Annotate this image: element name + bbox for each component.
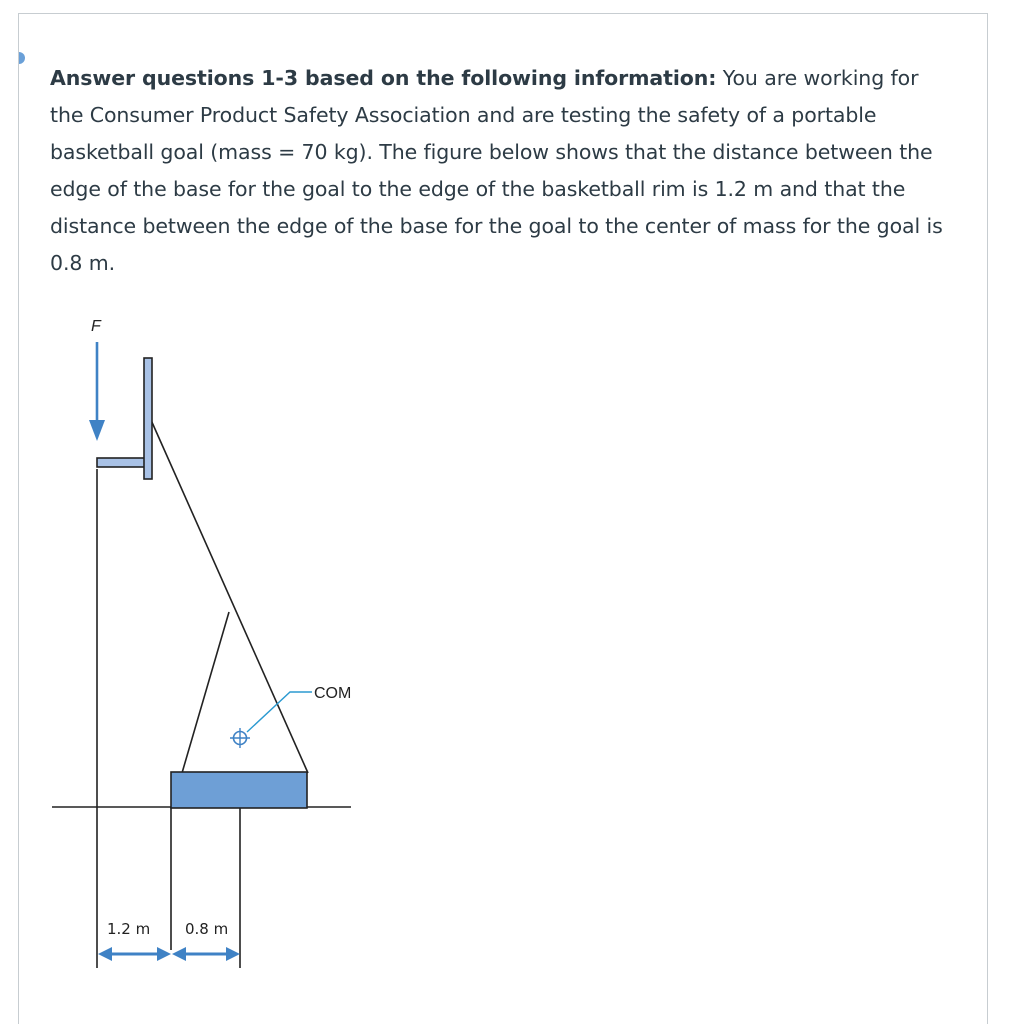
dimension-arrow-0-8m-left-head <box>172 947 186 961</box>
support-pole <box>151 420 308 773</box>
com-label: COM <box>314 685 352 702</box>
collapse-handle[interactable] <box>19 52 25 64</box>
dimension-arrow-0-8m-right-head <box>226 947 240 961</box>
goal-base <box>171 772 307 808</box>
question-body: You are working for the Consumer Product Safety Association and are testing the safety of a portable basketball goal (mass = 70 kg). The figure below shows that the distance between the edge of the base for the goal to the edge of the basketball rim is 1.2 m and that the distance between the edge of the base for the goal to the center of mass for the goal is 0.8 m. <box>50 66 943 275</box>
question-text <box>50 60 955 282</box>
basketball-goal-figure <box>40 300 370 980</box>
force-arrow-head <box>89 420 105 441</box>
com-leader-line <box>247 692 312 732</box>
dimension-arrow-1-2m-left-head <box>98 947 112 961</box>
rim-arm <box>97 458 146 467</box>
force-label: F <box>91 318 101 335</box>
dimension-arrow-1-2m-right-head <box>157 947 171 961</box>
dimension-label-1-2m: 1.2 m <box>107 920 151 938</box>
question-lead: Answer questions 1-3 based on the following information: <box>50 66 717 90</box>
backboard <box>144 358 152 479</box>
dimension-label-0-8m: 0.8 m <box>185 920 229 938</box>
a-frame-left <box>182 612 229 773</box>
